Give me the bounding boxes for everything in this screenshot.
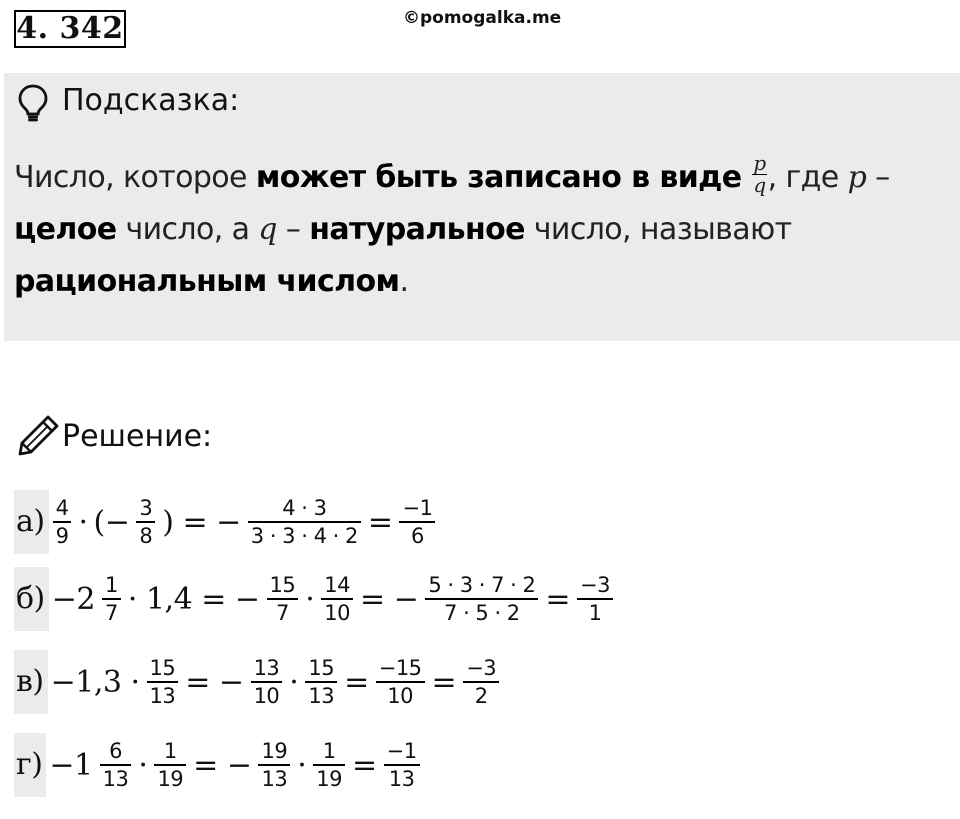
fraction: $\frac{15}{13}$: [147, 655, 179, 709]
hint-title: Подсказка:: [62, 83, 240, 118]
fraction: $\frac{1}{19}$: [313, 738, 345, 792]
item-label-b: б): [14, 567, 49, 631]
fraction: $\frac{4 \cdot 3}{3 \cdot 3 \cdot 4 \cdot 2}$: [248, 495, 361, 549]
fraction: $\frac{-3}{2}$: [463, 655, 499, 709]
fraction: $\frac{19}{13}$: [258, 738, 290, 792]
fraction: $\frac{15}{7}$: [267, 572, 299, 626]
watermark: ©pomogalka.me: [403, 8, 562, 28]
fraction: 1 7: [102, 572, 121, 626]
fraction: $\frac{1}{19}$: [154, 738, 186, 792]
fraction: $\frac{13}{10}$: [251, 655, 283, 709]
solution-line-v: в) −1,3 · $\frac{15}{13}$ = − $\frac{13}{10}$ · $\frac{15}{13}$ = $\frac{-15}{10}$ = $\frac{-3}{2}$: [14, 650, 503, 714]
solution-line-g: г) −1 6 13 · $\frac{1}{19}$ = − $\frac{19}{13}$ · $\frac{1}{19}$ = $\frac{-1}{13}$: [14, 733, 424, 797]
hint-bold-2: целое: [14, 212, 117, 247]
solution-line-a: а) 4 9 · (− $\frac{3}{8}$ ) = − $\frac{4 \cdot 3}{3 \cdot 3 \cdot 4 \cdot 2}$ = $\frac{-1}{6}$: [14, 490, 439, 554]
hint-text: Число, которое может быть записано в виде $\frac{p}{q}$ , где p – целое число, а q – натуральное число, называют рациональным числом.: [14, 151, 890, 299]
solution-title: Решение:: [62, 419, 213, 454]
hint-bold-3: натуральное: [309, 212, 525, 247]
fraction: $\frac{-1}{13}$: [384, 738, 420, 792]
item-label-a: а): [14, 490, 49, 554]
fraction: $\frac{-1}{6}$: [399, 495, 435, 549]
fraction: 6 13: [100, 738, 132, 792]
fraction: $\frac{15}{13}$: [305, 655, 337, 709]
fraction: $\frac{14}{10}$: [321, 572, 353, 626]
fraction: $\frac{3}{8}$: [136, 495, 155, 549]
task-number: 4. 342: [14, 10, 126, 48]
hint-bold-1: может быть записано в виде: [255, 160, 752, 195]
fraction: 4 9: [53, 495, 72, 549]
item-label-v: в): [14, 650, 48, 714]
lightbulb-icon: [18, 84, 48, 122]
fraction: $\frac{-15}{10}$: [376, 655, 425, 709]
pencil-icon: [18, 414, 60, 456]
item-label-g: г): [14, 733, 46, 797]
solution-line-b: б) −2 1 7 · 1,4 = − $\frac{15}{7}$ · $\frac{14}{10}$ = − $\frac{5 \cdot 3 \cdot 7 \cdot 2}{7 \cdot 5 \cdot 2}$ = $\frac{-3}{1}$: [14, 567, 617, 631]
fraction: $\frac{5 \cdot 3 \cdot 7 \cdot 2}{7 \cdot 5 \cdot 2}$: [425, 572, 538, 626]
fraction: $\frac{-3}{1}$: [577, 572, 613, 626]
fraction-p-over-q: $\frac{p}{q}$: [753, 151, 766, 197]
hint-bold-4: рациональным числом: [14, 264, 400, 299]
